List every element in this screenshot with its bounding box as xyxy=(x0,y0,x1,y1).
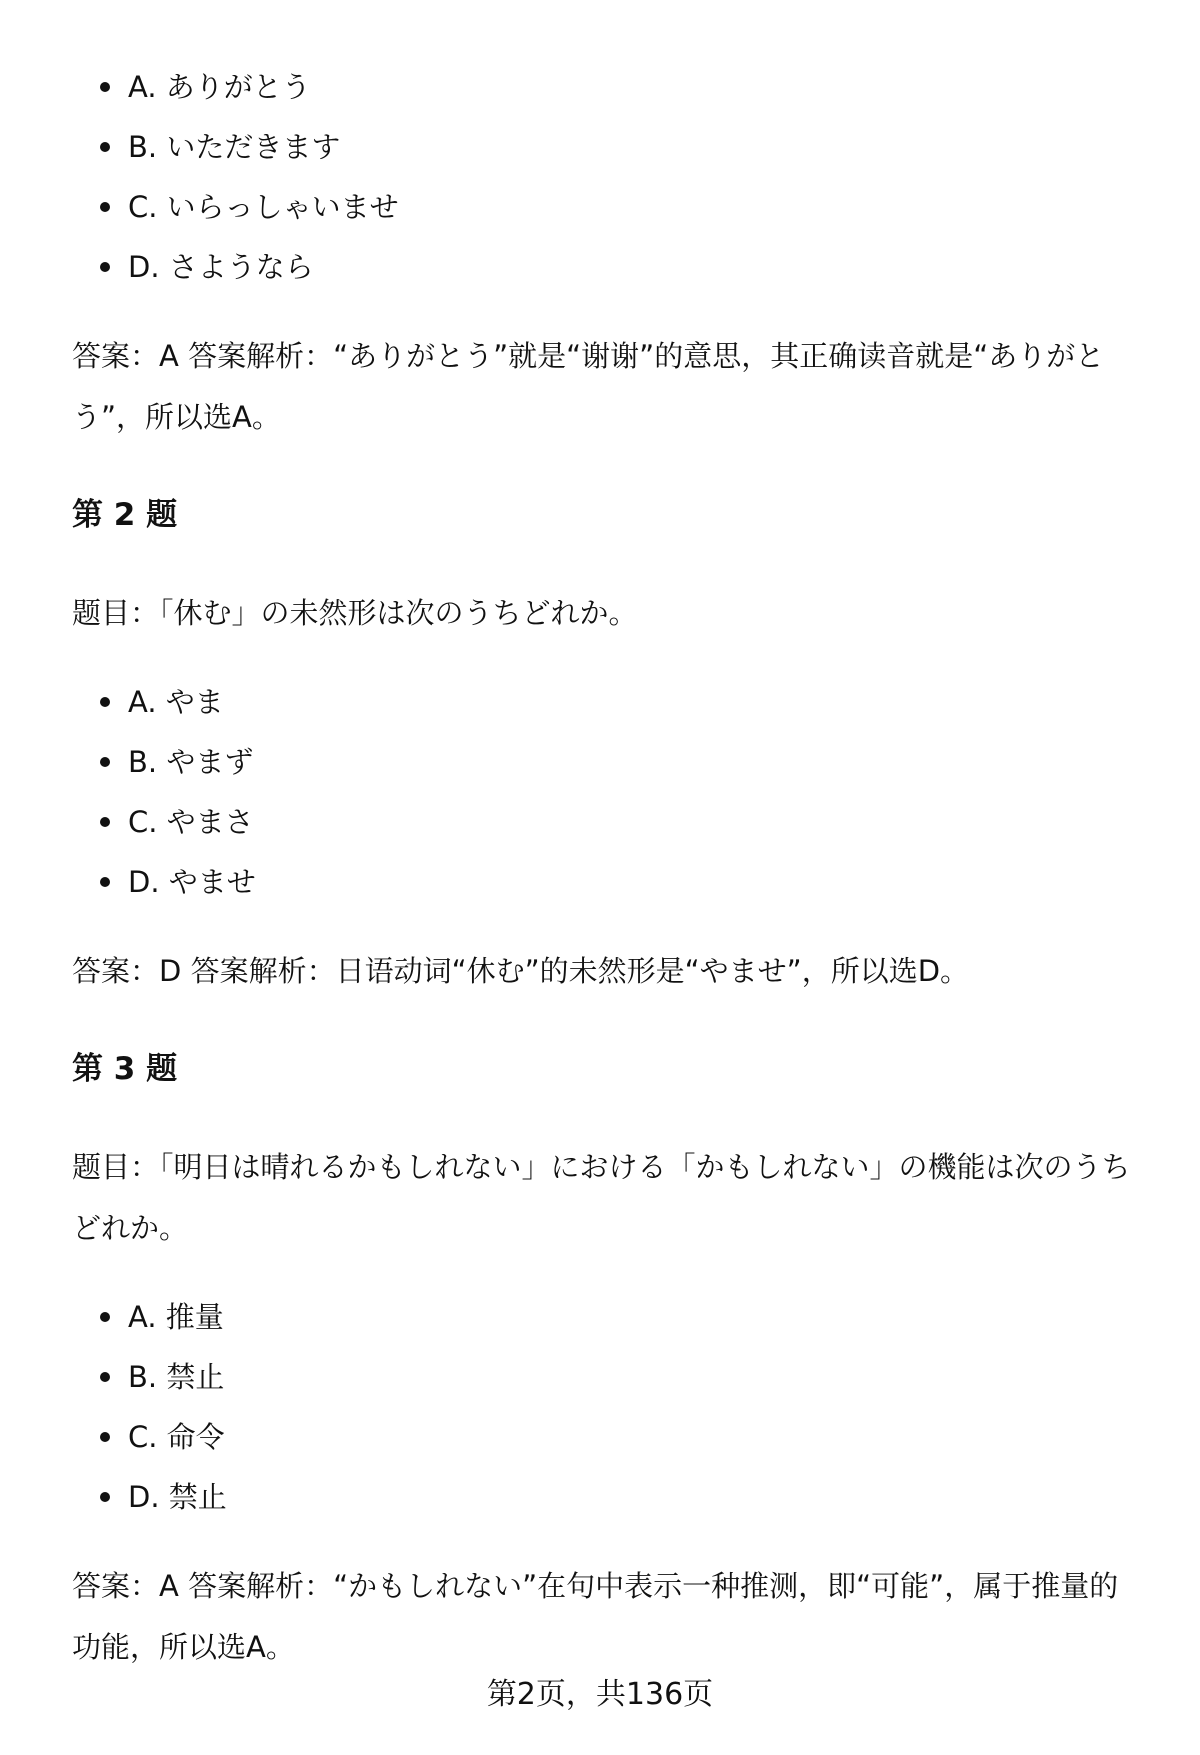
analysis-text: “かもしれない”在句中表示一种推测，即“可能”，属于推量的功能，所以选A。 xyxy=(72,1569,1119,1664)
question-section-2 xyxy=(72,490,1145,1002)
question-text: 「明日は晴れるかもしれない」における「かもしれない」の機能は次のうちどれか。 xyxy=(72,1150,1131,1245)
option-text: A. ありがとう xyxy=(128,70,311,104)
option-list xyxy=(72,57,1145,297)
answer-label: 答案： xyxy=(72,339,160,373)
option-text: B. 禁止 xyxy=(128,1360,225,1394)
option-list xyxy=(72,672,1145,912)
document-content xyxy=(72,57,1145,1678)
option-item xyxy=(72,237,1145,297)
answer-value: A xyxy=(159,1569,179,1603)
option-item xyxy=(72,792,1145,852)
option-text: A. 推量 xyxy=(128,1300,224,1334)
analysis-text: 日语动词“休む”的未然形是“やませ”，所以选D。 xyxy=(335,954,970,988)
option-item xyxy=(72,1347,1145,1407)
bullet-icon xyxy=(100,1372,110,1382)
bullet-icon xyxy=(100,697,110,707)
bullet-icon xyxy=(100,1492,110,1502)
bullet-icon xyxy=(100,1432,110,1442)
option-item xyxy=(72,1287,1145,1347)
option-text: A. やま xyxy=(128,685,224,719)
bullet-icon xyxy=(100,262,110,272)
question-section-3 xyxy=(72,1044,1145,1678)
option-item xyxy=(72,732,1145,792)
option-list xyxy=(72,1287,1145,1527)
option-text: D. さようなら xyxy=(128,250,314,284)
answer-paragraph xyxy=(72,326,1145,448)
answer-value: A xyxy=(159,339,179,373)
option-text: D. 禁止 xyxy=(128,1480,227,1514)
page-footer xyxy=(0,1673,1200,1717)
answer-label: 答案： xyxy=(72,1569,160,1603)
option-text: C. いらっしゃいませ xyxy=(128,190,399,224)
question-label: 题目： xyxy=(72,596,160,630)
option-item xyxy=(72,57,1145,117)
question-heading: 第 3 题 xyxy=(72,1051,178,1087)
answer-label: 答案： xyxy=(72,954,160,988)
option-text: B. いただきます xyxy=(128,130,341,164)
question-text: 「休む」の未然形は次のうちどれか。 xyxy=(159,596,638,630)
question-section-1 xyxy=(72,57,1145,448)
question-paragraph xyxy=(72,583,1145,644)
question-label: 题目： xyxy=(72,1150,160,1184)
analysis-text: “ありがとう”就是“谢谢”的意思，其正确读音就是“ありがとう”，所以选A。 xyxy=(72,339,1105,434)
analysis-label: 答案解析： xyxy=(190,954,336,988)
option-text: C. 命令 xyxy=(128,1420,225,1454)
bullet-icon xyxy=(100,757,110,767)
option-text: D. やませ xyxy=(128,865,256,899)
bullet-icon xyxy=(100,817,110,827)
option-item xyxy=(72,852,1145,912)
answer-value: D xyxy=(159,954,182,988)
option-text: B. やまず xyxy=(128,745,254,779)
analysis-label: 答案解析： xyxy=(188,339,334,373)
page-number: 第2页，共136页 xyxy=(486,1677,714,1712)
option-item xyxy=(72,1407,1145,1467)
option-item xyxy=(72,672,1145,732)
question-paragraph xyxy=(72,1137,1145,1259)
answer-paragraph xyxy=(72,941,1145,1002)
option-item xyxy=(72,1467,1145,1527)
analysis-label: 答案解析： xyxy=(188,1569,334,1603)
bullet-icon xyxy=(100,877,110,887)
bullet-icon xyxy=(100,202,110,212)
bullet-icon xyxy=(100,142,110,152)
option-item xyxy=(72,177,1145,237)
bullet-icon xyxy=(100,82,110,92)
question-heading: 第 2 题 xyxy=(72,497,178,533)
answer-paragraph xyxy=(72,1556,1145,1678)
option-text: C. やまさ xyxy=(128,805,254,839)
bullet-icon xyxy=(100,1312,110,1322)
option-item xyxy=(72,117,1145,177)
